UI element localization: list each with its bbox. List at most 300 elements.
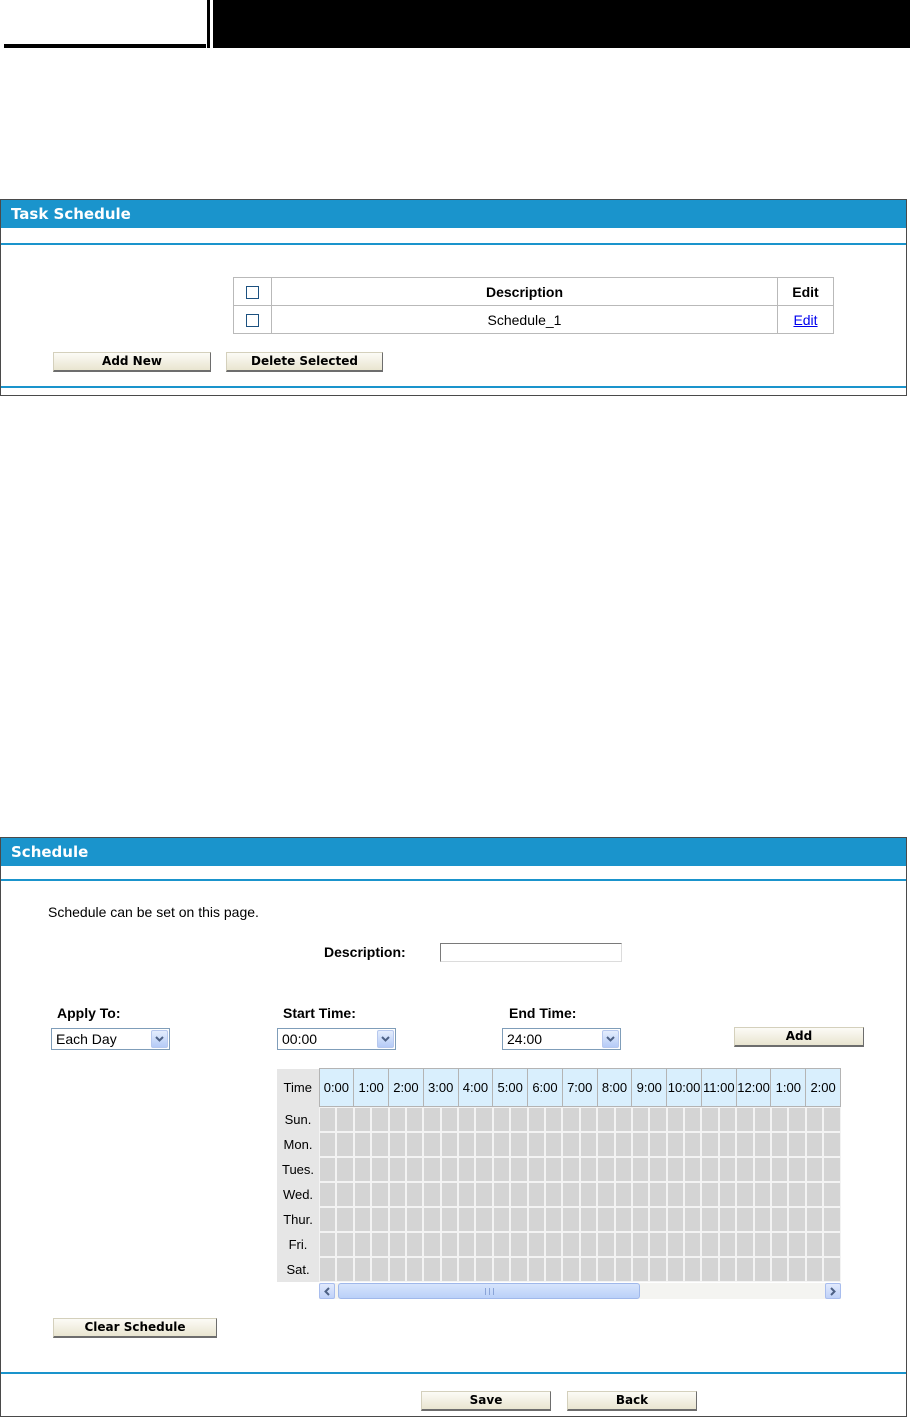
time-slot[interactable] xyxy=(441,1157,458,1182)
hour-header: 0:00 xyxy=(319,1069,354,1107)
grid-day-row xyxy=(277,1182,841,1207)
time-slot[interactable] xyxy=(771,1207,788,1232)
time-slot[interactable] xyxy=(701,1182,718,1207)
time-slot[interactable] xyxy=(493,1182,510,1207)
time-slot[interactable] xyxy=(736,1132,753,1157)
hour-cell xyxy=(458,1107,493,1133)
time-slot[interactable] xyxy=(493,1232,510,1257)
back-button[interactable]: Back xyxy=(567,1391,697,1411)
time-slot[interactable] xyxy=(319,1207,336,1232)
time-slot[interactable] xyxy=(754,1257,771,1282)
schedule-description: Schedule_1 xyxy=(272,306,778,334)
time-slot[interactable] xyxy=(371,1257,388,1282)
time-slot[interactable] xyxy=(649,1257,666,1282)
hour-cell xyxy=(493,1207,528,1232)
time-slot[interactable] xyxy=(389,1157,406,1182)
time-slot[interactable] xyxy=(406,1207,423,1232)
hour-cell xyxy=(493,1157,528,1182)
time-slot[interactable] xyxy=(806,1132,823,1157)
time-slot[interactable] xyxy=(423,1232,440,1257)
time-slot[interactable] xyxy=(701,1132,718,1157)
time-slot[interactable] xyxy=(649,1232,666,1257)
time-slot[interactable] xyxy=(667,1132,684,1157)
schedule-grid xyxy=(277,1068,841,1282)
time-slot[interactable] xyxy=(336,1132,353,1157)
time-slot[interactable] xyxy=(823,1107,840,1132)
clear-schedule-button[interactable]: Clear Schedule xyxy=(53,1318,217,1338)
time-slot[interactable] xyxy=(371,1132,388,1157)
time-slot[interactable] xyxy=(580,1257,597,1282)
time-slot[interactable] xyxy=(371,1157,388,1182)
time-slot[interactable] xyxy=(667,1257,684,1282)
time-slot[interactable] xyxy=(371,1182,388,1207)
hour-cell xyxy=(423,1132,458,1157)
time-slot[interactable] xyxy=(354,1132,371,1157)
hour-header: 9:00 xyxy=(632,1069,667,1107)
hour-cell xyxy=(423,1257,458,1282)
time-slot[interactable] xyxy=(580,1157,597,1182)
time-slot[interactable] xyxy=(441,1232,458,1257)
day-label: Sat. xyxy=(277,1257,319,1282)
schedule-panel xyxy=(0,837,907,1417)
time-slot[interactable] xyxy=(528,1107,545,1132)
time-slot[interactable] xyxy=(580,1182,597,1207)
start-time-value: 00:00 xyxy=(282,1031,318,1047)
time-slot[interactable] xyxy=(475,1257,492,1282)
time-slot[interactable] xyxy=(545,1182,562,1207)
time-slot[interactable] xyxy=(719,1107,736,1132)
time-slot[interactable] xyxy=(336,1257,353,1282)
end-time-value: 24:00 xyxy=(507,1031,543,1047)
time-slot[interactable] xyxy=(354,1207,371,1232)
time-slot[interactable] xyxy=(667,1207,684,1232)
time-slot[interactable] xyxy=(562,1232,579,1257)
time-slot[interactable] xyxy=(441,1182,458,1207)
time-slot[interactable] xyxy=(754,1182,771,1207)
time-slot[interactable] xyxy=(788,1157,805,1182)
hour-cell xyxy=(771,1107,806,1133)
time-slot[interactable] xyxy=(458,1132,475,1157)
day-label: Tues. xyxy=(277,1157,319,1182)
hour-cell xyxy=(528,1157,563,1182)
time-slot[interactable] xyxy=(423,1257,440,1282)
hour-cell xyxy=(597,1257,632,1282)
time-slot[interactable] xyxy=(406,1257,423,1282)
table-header-row xyxy=(234,278,834,306)
scrollbar-thumb[interactable] xyxy=(338,1283,640,1299)
time-slot[interactable] xyxy=(597,1257,614,1282)
time-slot[interactable] xyxy=(354,1107,371,1132)
time-slot[interactable] xyxy=(649,1107,666,1132)
time-slot[interactable] xyxy=(823,1207,840,1232)
time-slot[interactable] xyxy=(389,1257,406,1282)
hour-cell xyxy=(562,1207,597,1232)
time-slot[interactable] xyxy=(336,1107,353,1132)
time-slot[interactable] xyxy=(771,1132,788,1157)
time-slot[interactable] xyxy=(806,1107,823,1132)
hour-cell xyxy=(597,1107,632,1133)
time-slot[interactable] xyxy=(684,1182,701,1207)
time-slot[interactable] xyxy=(754,1232,771,1257)
time-slot[interactable] xyxy=(423,1107,440,1132)
time-slot[interactable] xyxy=(788,1132,805,1157)
time-slot[interactable] xyxy=(771,1182,788,1207)
time-slot[interactable] xyxy=(649,1207,666,1232)
time-slot[interactable] xyxy=(528,1207,545,1232)
grid-day-row xyxy=(277,1207,841,1232)
time-slot[interactable] xyxy=(719,1207,736,1232)
day-label: Sun. xyxy=(277,1107,319,1133)
time-slot[interactable] xyxy=(736,1107,753,1132)
time-slot[interactable] xyxy=(336,1182,353,1207)
time-slot[interactable] xyxy=(545,1157,562,1182)
divider xyxy=(1,1372,906,1374)
time-slot[interactable] xyxy=(562,1157,579,1182)
delete-selected-button[interactable]: Delete Selected xyxy=(226,352,383,372)
edit-link[interactable]: Edit xyxy=(793,311,818,328)
time-slot[interactable] xyxy=(632,1207,649,1232)
time-slot[interactable] xyxy=(580,1132,597,1157)
time-slot[interactable] xyxy=(615,1107,632,1132)
time-slot[interactable] xyxy=(736,1257,753,1282)
time-slot[interactable] xyxy=(493,1207,510,1232)
time-slot[interactable] xyxy=(788,1107,805,1132)
time-slot[interactable] xyxy=(615,1132,632,1157)
time-slot[interactable] xyxy=(597,1182,614,1207)
hour-cell xyxy=(771,1132,806,1157)
time-slot[interactable] xyxy=(771,1107,788,1132)
time-slot[interactable] xyxy=(806,1182,823,1207)
hour-cell xyxy=(319,1257,354,1282)
time-slot[interactable] xyxy=(475,1107,492,1132)
time-slot[interactable] xyxy=(615,1157,632,1182)
time-slot[interactable] xyxy=(823,1182,840,1207)
time-slot[interactable] xyxy=(319,1182,336,1207)
time-slot[interactable] xyxy=(754,1107,771,1132)
time-slot[interactable] xyxy=(441,1107,458,1132)
time-slot[interactable] xyxy=(458,1157,475,1182)
save-button[interactable]: Save xyxy=(421,1391,551,1411)
hour-cell xyxy=(389,1257,424,1282)
time-slot[interactable] xyxy=(371,1107,388,1132)
hour-cell xyxy=(458,1132,493,1157)
time-slot[interactable] xyxy=(632,1257,649,1282)
time-slot[interactable] xyxy=(406,1132,423,1157)
time-slot[interactable] xyxy=(562,1207,579,1232)
description-input[interactable] xyxy=(440,943,622,962)
time-slot[interactable] xyxy=(371,1232,388,1257)
time-slot[interactable] xyxy=(788,1207,805,1232)
time-slot[interactable] xyxy=(423,1157,440,1182)
time-slot[interactable] xyxy=(389,1207,406,1232)
time-slot[interactable] xyxy=(684,1257,701,1282)
select-all-checkbox[interactable] xyxy=(246,286,259,299)
time-slot[interactable] xyxy=(528,1182,545,1207)
time-slot[interactable] xyxy=(719,1257,736,1282)
hour-cell xyxy=(493,1257,528,1282)
time-slot[interactable] xyxy=(771,1157,788,1182)
time-slot[interactable] xyxy=(701,1157,718,1182)
apply-to-label: Apply To: xyxy=(57,1005,121,1021)
hour-cell xyxy=(458,1257,493,1282)
time-slot[interactable] xyxy=(597,1107,614,1132)
time-slot[interactable] xyxy=(667,1232,684,1257)
time-slot[interactable] xyxy=(510,1182,527,1207)
hour-cell xyxy=(423,1182,458,1207)
time-slot[interactable] xyxy=(580,1107,597,1132)
time-slot[interactable] xyxy=(788,1182,805,1207)
grid-day-row xyxy=(277,1157,841,1182)
grid-day-row xyxy=(277,1232,841,1257)
time-slot[interactable] xyxy=(771,1232,788,1257)
time-slot[interactable] xyxy=(649,1132,666,1157)
time-slot[interactable] xyxy=(406,1182,423,1207)
time-slot[interactable] xyxy=(545,1107,562,1132)
time-slot[interactable] xyxy=(389,1232,406,1257)
time-slot[interactable] xyxy=(475,1182,492,1207)
hour-cell xyxy=(667,1132,702,1157)
time-slot[interactable] xyxy=(719,1132,736,1157)
time-slot[interactable] xyxy=(754,1132,771,1157)
time-slot[interactable] xyxy=(354,1157,371,1182)
row-checkbox[interactable] xyxy=(246,314,259,327)
time-slot[interactable] xyxy=(788,1232,805,1257)
time-slot[interactable] xyxy=(806,1207,823,1232)
hour-cell xyxy=(458,1232,493,1257)
time-slot[interactable] xyxy=(354,1182,371,1207)
apply-to-select[interactable] xyxy=(51,1028,170,1050)
time-slot[interactable] xyxy=(823,1157,840,1182)
time-slot[interactable] xyxy=(754,1157,771,1182)
time-slot[interactable] xyxy=(475,1232,492,1257)
hour-cell xyxy=(701,1107,736,1133)
time-slot[interactable] xyxy=(493,1257,510,1282)
hour-cell xyxy=(562,1157,597,1182)
time-slot[interactable] xyxy=(441,1257,458,1282)
time-slot[interactable] xyxy=(458,1107,475,1132)
time-slot[interactable] xyxy=(528,1257,545,1282)
description-header: Description xyxy=(272,278,778,306)
time-slot[interactable] xyxy=(510,1257,527,1282)
time-slot[interactable] xyxy=(736,1157,753,1182)
time-slot[interactable] xyxy=(788,1257,805,1282)
time-slot[interactable] xyxy=(406,1107,423,1132)
time-slot[interactable] xyxy=(684,1232,701,1257)
grip-icon xyxy=(485,1288,494,1295)
time-slot[interactable] xyxy=(510,1107,527,1132)
time-slot[interactable] xyxy=(667,1182,684,1207)
hour-cell xyxy=(771,1182,806,1207)
time-slot[interactable] xyxy=(597,1232,614,1257)
time-slot[interactable] xyxy=(493,1107,510,1132)
time-slot[interactable] xyxy=(597,1132,614,1157)
time-header: Time xyxy=(277,1069,319,1107)
hour-cell xyxy=(667,1232,702,1257)
add-button[interactable]: Add xyxy=(734,1027,864,1047)
time-slot[interactable] xyxy=(597,1207,614,1232)
time-slot[interactable] xyxy=(649,1157,666,1182)
time-slot[interactable] xyxy=(562,1257,579,1282)
time-slot[interactable] xyxy=(510,1232,527,1257)
time-slot[interactable] xyxy=(336,1207,353,1232)
time-slot[interactable] xyxy=(806,1157,823,1182)
time-slot[interactable] xyxy=(458,1257,475,1282)
hour-cell xyxy=(806,1132,841,1157)
time-slot[interactable] xyxy=(632,1157,649,1182)
hour-header: 10:00 xyxy=(667,1069,702,1107)
time-slot[interactable] xyxy=(754,1207,771,1232)
time-slot[interactable] xyxy=(701,1107,718,1132)
hour-cell xyxy=(528,1232,563,1257)
hour-cell xyxy=(736,1257,771,1282)
time-slot[interactable] xyxy=(736,1232,753,1257)
time-slot[interactable] xyxy=(597,1157,614,1182)
time-slot[interactable] xyxy=(562,1132,579,1157)
end-time-select[interactable] xyxy=(502,1028,621,1050)
time-slot[interactable] xyxy=(684,1207,701,1232)
grid-horizontal-scrollbar[interactable] xyxy=(319,1283,841,1299)
time-slot[interactable] xyxy=(441,1132,458,1157)
time-slot[interactable] xyxy=(719,1182,736,1207)
time-slot[interactable] xyxy=(545,1232,562,1257)
time-slot[interactable] xyxy=(389,1107,406,1132)
hour-cell xyxy=(562,1132,597,1157)
hour-cell xyxy=(423,1232,458,1257)
hour-cell xyxy=(806,1107,841,1133)
time-slot[interactable] xyxy=(510,1132,527,1157)
hour-header: 1:00 xyxy=(354,1069,389,1107)
time-slot[interactable] xyxy=(475,1207,492,1232)
time-slot[interactable] xyxy=(510,1207,527,1232)
hour-cell xyxy=(354,1157,389,1182)
time-slot[interactable] xyxy=(562,1182,579,1207)
time-slot[interactable] xyxy=(319,1157,336,1182)
time-slot[interactable] xyxy=(806,1257,823,1282)
hour-cell xyxy=(423,1207,458,1232)
time-slot[interactable] xyxy=(545,1207,562,1232)
hour-cell xyxy=(597,1132,632,1157)
chevron-down-icon xyxy=(377,1030,394,1048)
time-slot[interactable] xyxy=(389,1132,406,1157)
time-slot[interactable] xyxy=(580,1207,597,1232)
time-slot[interactable] xyxy=(354,1232,371,1257)
time-slot[interactable] xyxy=(493,1132,510,1157)
chevron-down-icon xyxy=(151,1030,168,1048)
time-slot[interactable] xyxy=(615,1257,632,1282)
time-slot[interactable] xyxy=(632,1132,649,1157)
time-slot[interactable] xyxy=(336,1157,353,1182)
time-slot[interactable] xyxy=(667,1157,684,1182)
time-slot[interactable] xyxy=(406,1157,423,1182)
time-slot[interactable] xyxy=(684,1132,701,1157)
hour-cell xyxy=(562,1257,597,1282)
time-slot[interactable] xyxy=(684,1157,701,1182)
time-slot[interactable] xyxy=(701,1232,718,1257)
hour-cell xyxy=(667,1107,702,1133)
chevron-left-icon xyxy=(324,1287,330,1296)
time-slot[interactable] xyxy=(823,1257,840,1282)
time-slot[interactable] xyxy=(649,1182,666,1207)
time-slot[interactable] xyxy=(423,1132,440,1157)
time-slot[interactable] xyxy=(719,1157,736,1182)
time-slot[interactable] xyxy=(371,1207,388,1232)
start-time-select[interactable] xyxy=(277,1028,396,1050)
time-slot[interactable] xyxy=(684,1107,701,1132)
time-slot[interactable] xyxy=(475,1157,492,1182)
hour-header: 2:00 xyxy=(806,1069,841,1107)
time-slot[interactable] xyxy=(528,1132,545,1157)
time-slot[interactable] xyxy=(823,1232,840,1257)
time-slot[interactable] xyxy=(736,1182,753,1207)
time-slot[interactable] xyxy=(319,1107,336,1132)
time-slot[interactable] xyxy=(615,1182,632,1207)
time-slot[interactable] xyxy=(823,1132,840,1157)
time-slot[interactable] xyxy=(493,1157,510,1182)
time-slot[interactable] xyxy=(736,1207,753,1232)
time-slot[interactable] xyxy=(475,1132,492,1157)
scroll-right-button[interactable] xyxy=(825,1283,841,1299)
time-slot[interactable] xyxy=(580,1232,597,1257)
time-slot[interactable] xyxy=(719,1232,736,1257)
time-slot[interactable] xyxy=(771,1257,788,1282)
time-slot[interactable] xyxy=(406,1232,423,1257)
row-checkbox-cell xyxy=(234,306,272,334)
time-slot[interactable] xyxy=(545,1257,562,1282)
hour-cell xyxy=(701,1132,736,1157)
hour-cell xyxy=(389,1157,424,1182)
hour-cell xyxy=(319,1232,354,1257)
hour-cell xyxy=(458,1157,493,1182)
time-slot[interactable] xyxy=(701,1257,718,1282)
time-slot[interactable] xyxy=(562,1107,579,1132)
time-slot[interactable] xyxy=(632,1232,649,1257)
time-slot[interactable] xyxy=(632,1107,649,1132)
time-slot[interactable] xyxy=(319,1257,336,1282)
time-slot[interactable] xyxy=(528,1232,545,1257)
time-slot[interactable] xyxy=(423,1207,440,1232)
time-slot[interactable] xyxy=(510,1157,527,1182)
day-label: Thur. xyxy=(277,1207,319,1232)
time-slot[interactable] xyxy=(441,1207,458,1232)
time-slot[interactable] xyxy=(423,1182,440,1207)
time-slot[interactable] xyxy=(632,1182,649,1207)
time-slot[interactable] xyxy=(458,1182,475,1207)
time-slot[interactable] xyxy=(389,1182,406,1207)
time-slot[interactable] xyxy=(458,1207,475,1232)
time-slot[interactable] xyxy=(528,1157,545,1182)
time-slot[interactable] xyxy=(319,1132,336,1157)
time-slot[interactable] xyxy=(615,1207,632,1232)
time-slot[interactable] xyxy=(458,1232,475,1257)
hour-header: 4:00 xyxy=(458,1069,493,1107)
time-slot[interactable] xyxy=(545,1132,562,1157)
time-slot[interactable] xyxy=(667,1107,684,1132)
time-slot[interactable] xyxy=(615,1232,632,1257)
grid-day-row xyxy=(277,1132,841,1157)
panel-title: Schedule xyxy=(1,838,906,866)
time-slot[interactable] xyxy=(336,1232,353,1257)
time-slot[interactable] xyxy=(806,1232,823,1257)
time-slot[interactable] xyxy=(701,1207,718,1232)
time-slot[interactable] xyxy=(354,1257,371,1282)
hour-cell xyxy=(771,1207,806,1232)
add-new-button[interactable]: Add New xyxy=(53,352,211,372)
scroll-left-button[interactable] xyxy=(319,1283,335,1299)
hour-cell xyxy=(493,1182,528,1207)
time-slot[interactable] xyxy=(319,1232,336,1257)
hour-cell xyxy=(667,1182,702,1207)
hour-cell xyxy=(736,1182,771,1207)
